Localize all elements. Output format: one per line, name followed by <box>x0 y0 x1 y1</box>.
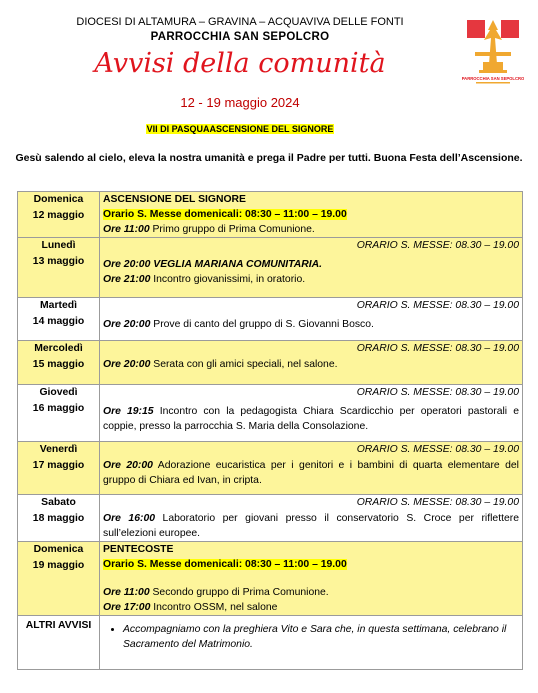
event <box>103 257 519 272</box>
event <box>103 585 519 600</box>
mass-times: ORARIO S. MESSE: 08.30 – 19.00 <box>356 240 519 251</box>
event <box>103 317 519 332</box>
day-name: Venerdì <box>39 444 78 455</box>
event-text: VEGLIA MARIANA COMUNITARIA. <box>150 259 323 270</box>
event-time: Ore 20:00 <box>103 259 151 270</box>
date-range: 12 - 19 maggio 2024 <box>180 95 300 110</box>
event <box>103 222 519 237</box>
mass-times: ORARIO S. MESSE: 08.30 – 19.00 <box>356 387 519 398</box>
events-cell <box>100 385 523 442</box>
event-time: Ore 21:00 <box>103 274 151 285</box>
parish-logo-icon <box>462 14 524 86</box>
notice-item: • Accompagniamo con la preghiera Vito e Sara che, in questa settimana, celebrano il Sacramento del Matrimonio. <box>123 622 519 652</box>
day-date: 18 maggio <box>32 513 85 524</box>
event <box>103 272 519 287</box>
events-cell <box>100 442 523 495</box>
other-notices-label: ALTRI AVVISI <box>18 616 100 670</box>
event <box>103 458 519 488</box>
event-text: Serata con gli amici speciali, nel salone. <box>150 359 338 370</box>
event <box>103 511 519 541</box>
event-time: Ore 16:00 <box>103 513 156 524</box>
day-date: 19 maggio <box>32 560 85 571</box>
weekly-schedule-table <box>17 191 523 670</box>
parish-heading: PARROCCHIA SAN SEPOLCRO <box>150 31 330 43</box>
day-name: Mercoledì <box>34 343 83 354</box>
day-date: 16 maggio <box>32 403 85 414</box>
schedule-row-sunday <box>18 542 523 616</box>
event-text: Incontro OSSM, nel salone <box>150 602 278 613</box>
event-time: Ore 20:00 <box>103 359 151 370</box>
day-date: 12 maggio <box>32 210 85 221</box>
event <box>103 600 519 615</box>
event-text: Secondo gruppo di Prima Comunione. <box>149 587 329 598</box>
events-cell <box>100 238 523 298</box>
schedule-row-wednesday <box>18 341 523 385</box>
day-cell <box>18 495 100 542</box>
day-name: Sabato <box>41 497 76 508</box>
event-time: Ore 20:00 <box>103 460 153 471</box>
event-text: Primo gruppo di Prima Comunione. <box>149 224 315 235</box>
event-time: Ore 11:00 <box>103 587 150 598</box>
day-cell <box>18 442 100 495</box>
events-cell <box>100 542 523 616</box>
day-date: 13 maggio <box>32 256 85 267</box>
schedule-row-tuesday <box>18 298 523 341</box>
mass-times: ORARIO S. MESSE: 08.30 – 19.00 <box>356 497 519 508</box>
event-time: Ore 19:15 <box>103 406 154 417</box>
mass-times: Orario S. Messe domenicali: 08:30 – 11:00 – 19.00 <box>103 559 347 570</box>
day-name: Martedì <box>40 300 77 311</box>
page-title: Avvisi della comunità <box>94 48 386 79</box>
day-date: 17 maggio <box>32 460 85 471</box>
liturgical-sunday <box>40 124 440 134</box>
schedule-row-friday <box>18 442 523 495</box>
other-notices-row <box>18 616 523 670</box>
event-time: Ore 20:00 <box>103 319 151 330</box>
events-cell <box>100 616 523 670</box>
day-cell <box>18 542 100 616</box>
day-cell <box>18 341 100 385</box>
day-name: Domenica <box>33 194 84 205</box>
day-name: Giovedì <box>39 387 78 398</box>
day-cell <box>18 298 100 341</box>
mass-times: ORARIO S. MESSE: 08.30 – 19.00 <box>356 343 519 354</box>
events-cell <box>100 341 523 385</box>
schedule-row-saturday <box>18 495 523 542</box>
event-text: Laboratorio per giovani presso il conservatorio S. Croce per riflettere sull’elezioni europee. <box>103 513 519 539</box>
feast-title: ASCENSIONE DEL SIGNORE <box>103 194 246 205</box>
schedule-row-sunday <box>18 192 523 238</box>
day-cell <box>18 192 100 238</box>
day-cell <box>18 385 100 442</box>
event-time: Ore 17:00 <box>103 602 151 613</box>
day-cell <box>18 238 100 298</box>
events-cell <box>100 192 523 238</box>
day-date: 14 maggio <box>32 316 85 327</box>
event-text: Adorazione eucaristica per i genitori e i bambini di quarta elementare del gruppo di Chiara ed Ivan, in cripta. <box>103 460 519 486</box>
schedule-row-thursday <box>18 385 523 442</box>
event <box>103 357 519 372</box>
event <box>103 404 519 434</box>
mass-times: Orario S. Messe domenicali: 08:30 – 11:00 – 19.00 <box>103 209 347 220</box>
event-text: Prove di canto del gruppo di S. Giovanni Bosco. <box>150 319 374 330</box>
diocese-heading: DIOCESI DI ALTAMURA – GRAVINA – ACQUAVIVA DELLE FONTI <box>76 16 404 28</box>
event-text: Incontro giovanissimi, in oratorio. <box>150 274 306 285</box>
liturgical-sunday-label: VII DI PASQUAASCENSIONE DEL SIGNORE <box>146 124 334 134</box>
events-cell <box>100 298 523 341</box>
day-name: Domenica <box>33 544 84 555</box>
event-text: Incontro con la pedagogista Chiara Scardicchio per operatori pastorali e coppie, presso la parrocchia S. Maria della Consolazione. <box>103 406 519 432</box>
logo-caption: PARROCCHIA SAN SEPOLCRO <box>462 76 524 81</box>
feast-title: PENTECOSTE <box>103 544 174 555</box>
notice-list <box>103 622 519 652</box>
day-name: Lunedì <box>41 240 76 251</box>
events-cell <box>100 495 523 542</box>
intro-text: Gesù salendo al cielo, eleva la nostra umanità e prega il Padre per tutti. Buona Festa dell’Ascensione. <box>15 152 523 164</box>
event-time: Ore 11:00 <box>103 224 150 235</box>
day-date: 15 maggio <box>32 359 85 370</box>
mass-times: ORARIO S. MESSE: 08.30 – 19.00 <box>356 300 519 311</box>
mass-times: ORARIO S. MESSE: 08.30 – 19.00 <box>356 444 519 455</box>
schedule-row-monday <box>18 238 523 298</box>
